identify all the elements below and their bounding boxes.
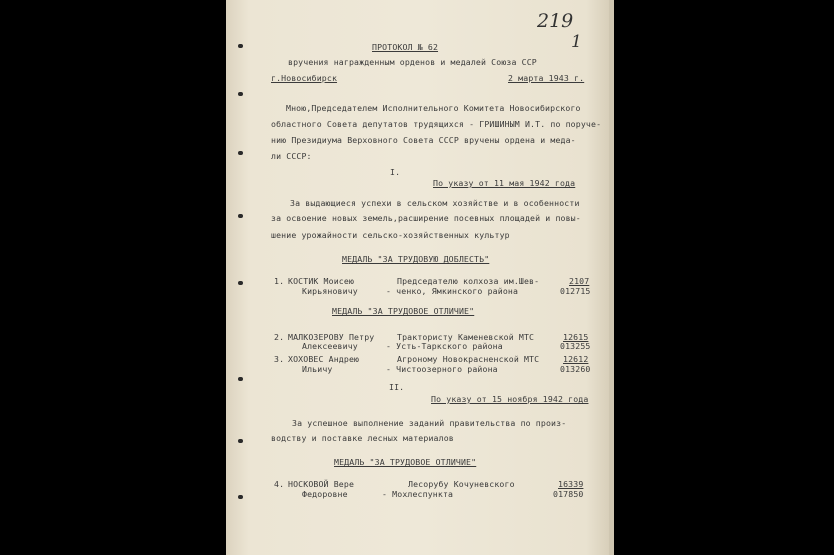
document-subtitle: вручения награжденным орденов и медалей Союза ССР [288,57,537,67]
entry-number: 1. [274,276,285,286]
certificate-number: 017850 [553,489,584,499]
recipient-position: Председателю колхоза им.Шев- [397,276,540,286]
recipient-position: Лесорубу Кочуневского [408,479,515,489]
recipient-position: - ченко, Ямкинского района [386,286,519,296]
section-numeral: I. [390,167,401,177]
recipient-patronymic: Федоровне [302,489,348,499]
binding-hole [238,495,243,499]
medal-heading: МЕДАЛЬ "ЗА ТРУДОВУЮ ДОБЛЕСТЬ" [342,254,490,264]
binding-hole [238,377,243,381]
recipient-position: - Усть-Таркского района [386,341,503,351]
binding-hole [238,44,243,48]
recipient-position: - Мохлеспункта [382,489,454,499]
document-title: ПРОТОКОЛ № 62 [372,42,439,52]
award-number: 16339 [558,479,584,489]
sheet-mark-handwritten: 1 [571,32,582,52]
entry-number: 2. [274,332,285,342]
recipient-patronymic: Алексеевичу [302,341,358,351]
section-numeral: II. [389,382,405,392]
binding-hole [238,214,243,218]
decree-reference: По указу от 11 мая 1942 года [433,178,576,188]
reason-line: За выдающиеся успехи в сельском хозяйстве и в особенности [290,198,580,208]
recipient-position: Агроному Новокрасненской МТС [397,354,540,364]
recipient-position: - Чистоозерного района [386,364,498,374]
reason-line: шение урожайности сельско-хозяйственных культур [271,230,510,240]
intro-line: нию Президиума Верховного Совета СССР вручены ордена и меда- [271,135,576,145]
entry-number: 4. [274,479,285,489]
intro-line: ли СССР: [271,151,312,161]
award-number: 12615 [563,332,589,342]
binding-hole [238,151,243,155]
medal-heading: МЕДАЛЬ "ЗА ТРУДОВОЕ ОТЛИЧИЕ" [334,457,477,467]
page-number-handwritten: 219 [537,10,574,32]
award-number: 2107 [569,276,590,286]
place: г.Новосибирск [271,73,338,83]
recipient-patronymic: Ильичу [302,364,333,374]
reason-line: За успешное выполнение заданий правительства по произ- [292,418,567,428]
recipient-name: НОСКОВОЙ Вере [288,479,355,489]
recipient-name: КОСТИК Моисею [288,276,355,286]
decree-reference: По указу от 15 ноября 1942 года [431,394,589,404]
recipient-name: ХОХОВЕС Андрею [288,354,360,364]
binding-hole [238,92,243,96]
recipient-name: МАЛКОЗЕРОВУ Петру [288,332,375,342]
recipient-position: Трактористу Каменевской МТС [397,332,535,342]
binding-hole [238,439,243,443]
certificate-number: 013260 [560,364,591,374]
medal-heading: МЕДАЛЬ "ЗА ТРУДОВОЕ ОТЛИЧИЕ" [332,306,475,316]
reason-line: за освоение новых земель,расширение посевных площадей и повы- [271,213,581,223]
intro-line: областного Совета депутатов трудящихся - ГРИШИНЫМ И.Т. по поруче- [271,119,602,129]
binding-hole [238,281,243,285]
reason-line: водству и поставке лесных материалов [271,433,454,443]
entry-number: 3. [274,354,285,364]
award-number: 12612 [563,354,589,364]
sheet-edge [609,0,614,555]
recipient-patronymic: Кирьяновичу [302,286,358,296]
date: 2 марта 1943 г. [508,73,585,83]
intro-line: Мною,Председателем Исполнительного Комитета Новосибирского [286,103,581,113]
certificate-number: 013255 [560,341,591,351]
certificate-number: 012715 [560,286,591,296]
